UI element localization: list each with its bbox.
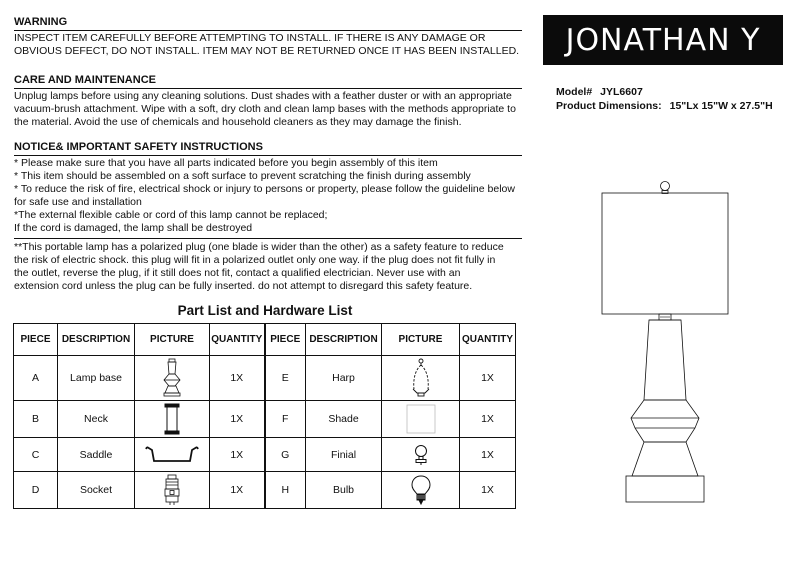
harp-icon — [409, 358, 433, 398]
care-text — [14, 90, 522, 129]
piece-cell: E — [265, 356, 306, 401]
table-row — [14, 401, 516, 438]
piece-cell: H — [265, 472, 306, 509]
quantity-cell: 1X — [210, 472, 265, 509]
header-description: DESCRIPTION — [306, 324, 382, 356]
socket-icon — [162, 474, 182, 506]
description-cell: Bulb — [306, 472, 382, 509]
header-piece: PIECE — [14, 324, 58, 356]
quantity-cell: 1X — [460, 356, 516, 401]
picture-cell — [135, 401, 210, 438]
care-heading: CARE AND MAINTENANCE — [14, 74, 522, 89]
picture-cell — [382, 356, 460, 401]
description-cell: Neck — [58, 401, 135, 438]
description-cell: Harp — [306, 356, 382, 401]
picture-cell — [382, 438, 460, 472]
warning-section — [14, 16, 522, 58]
safety-line: *The external flexible cable or cord of this lamp cannot be replaced; — [14, 209, 328, 221]
header-description: DESCRIPTION — [58, 324, 135, 356]
polarized-line: extension cord unless the plug can be fully inserted. do not attempt to disregard this safety feature. — [14, 280, 473, 292]
part-list-title: Part List and Hardware List — [177, 303, 353, 318]
quantity-cell: 1X — [460, 472, 516, 509]
quantity-cell: 1X — [460, 438, 516, 472]
dimensions-label: Product Dimensions: — [556, 100, 662, 112]
bulb-icon — [410, 474, 432, 506]
safety-line: * Please make sure that you have all parts indicated before you begin assembly of this item — [14, 157, 438, 169]
description-cell: Socket — [58, 472, 135, 509]
header-picture: PICTURE — [382, 324, 460, 356]
care-section — [14, 74, 522, 129]
finial-icon — [413, 444, 429, 466]
lamp-base-icon — [159, 358, 185, 398]
care-line: the material. Avoid the use of chemicals and household cleaners as they may damage the finish. — [14, 116, 462, 128]
safety-line: * This item should be assembled on a soft surface to prevent scratching the finish during assembly — [14, 170, 471, 182]
quantity-cell: 1X — [210, 438, 265, 472]
warning-text — [14, 32, 522, 58]
table-row — [14, 356, 516, 401]
warning-line: OBVIOUS DEFECT, DO NOT INSTALL. ITEM MAY NOT BE RETURNED ONCE IT HAS BEEN INSTALLED. — [14, 45, 520, 57]
safety-text — [14, 157, 522, 235]
polarized-plug-section — [14, 238, 522, 293]
description-cell: Finial — [306, 438, 382, 472]
header-quantity: QUANTITY — [210, 324, 265, 356]
care-line: Unplug lamps before using any cleaning solutions. Dust shades with a feather duster or with an appropriate — [14, 90, 512, 102]
polarized-text — [14, 241, 522, 293]
piece-cell: C — [14, 438, 58, 472]
polarized-line: **This portable lamp has a polarized plug (one blade is wider than the other) as a safety feature to reduce — [14, 241, 504, 253]
dimensions-value: 15"Lx 15"W x 27.5"H — [669, 100, 773, 112]
assembled-lamp-icon — [590, 178, 740, 508]
care-line: vacuum-brush attachment. Wipe with a soft, dry cloth and clean lamp bases with the methods appropriate to — [14, 103, 516, 115]
shade-icon — [406, 404, 436, 434]
description-cell: Saddle — [58, 438, 135, 472]
neck-icon — [161, 403, 183, 435]
table-row — [14, 472, 516, 509]
warning-line: INSPECT ITEM CAREFULLY BEFORE ATTEMPTING TO INSTALL. IF THERE IS ANY DAMAGE OR — [14, 32, 486, 44]
quantity-cell: 1X — [210, 356, 265, 401]
model-value: JYL6607 — [600, 86, 643, 98]
table-header-row — [14, 324, 516, 356]
part-list-table — [13, 323, 516, 509]
model-info — [556, 85, 773, 113]
quantity-cell: 1X — [210, 401, 265, 438]
warning-heading: WARNING — [14, 16, 522, 31]
safety-line: * To reduce the risk of fire, electrical shock or injury to persons or property, please follow the guideline below — [14, 183, 515, 195]
picture-cell — [382, 401, 460, 438]
picture-cell — [135, 472, 210, 509]
picture-cell — [135, 438, 210, 472]
safety-line: for safe use and installation — [14, 196, 142, 208]
dimensions-row — [556, 99, 773, 113]
picture-cell — [135, 356, 210, 401]
piece-cell: A — [14, 356, 58, 401]
model-number-row — [556, 85, 773, 99]
description-cell: Shade — [306, 401, 382, 438]
piece-cell: G — [265, 438, 306, 472]
picture-cell — [382, 472, 460, 509]
header-piece: PIECE — [265, 324, 306, 356]
safety-line: If the cord is damaged, the lamp shall be destroyed — [14, 222, 253, 234]
piece-cell: B — [14, 401, 58, 438]
header-picture: PICTURE — [135, 324, 210, 356]
piece-cell: D — [14, 472, 58, 509]
brand-logo: JONATHAN Y — [543, 15, 783, 65]
safety-section — [14, 141, 522, 235]
description-cell: Lamp base — [58, 356, 135, 401]
safety-heading: NOTICE& IMPORTANT SAFETY INSTRUCTIONS — [14, 141, 522, 156]
header-quantity: QUANTITY — [460, 324, 516, 356]
model-label: Model# — [556, 86, 593, 98]
saddle-icon — [144, 444, 200, 466]
quantity-cell: 1X — [460, 401, 516, 438]
polarized-line: the risk of electric shock. this plug will fit in a polarized outlet only one way. if the plug does not fit fully in — [14, 254, 496, 266]
piece-cell: F — [265, 401, 306, 438]
polarized-line: the outlet, reverse the plug, if it still does not fit, contact a qualified electrician. Never use with an — [14, 267, 461, 279]
table-row — [14, 438, 516, 472]
